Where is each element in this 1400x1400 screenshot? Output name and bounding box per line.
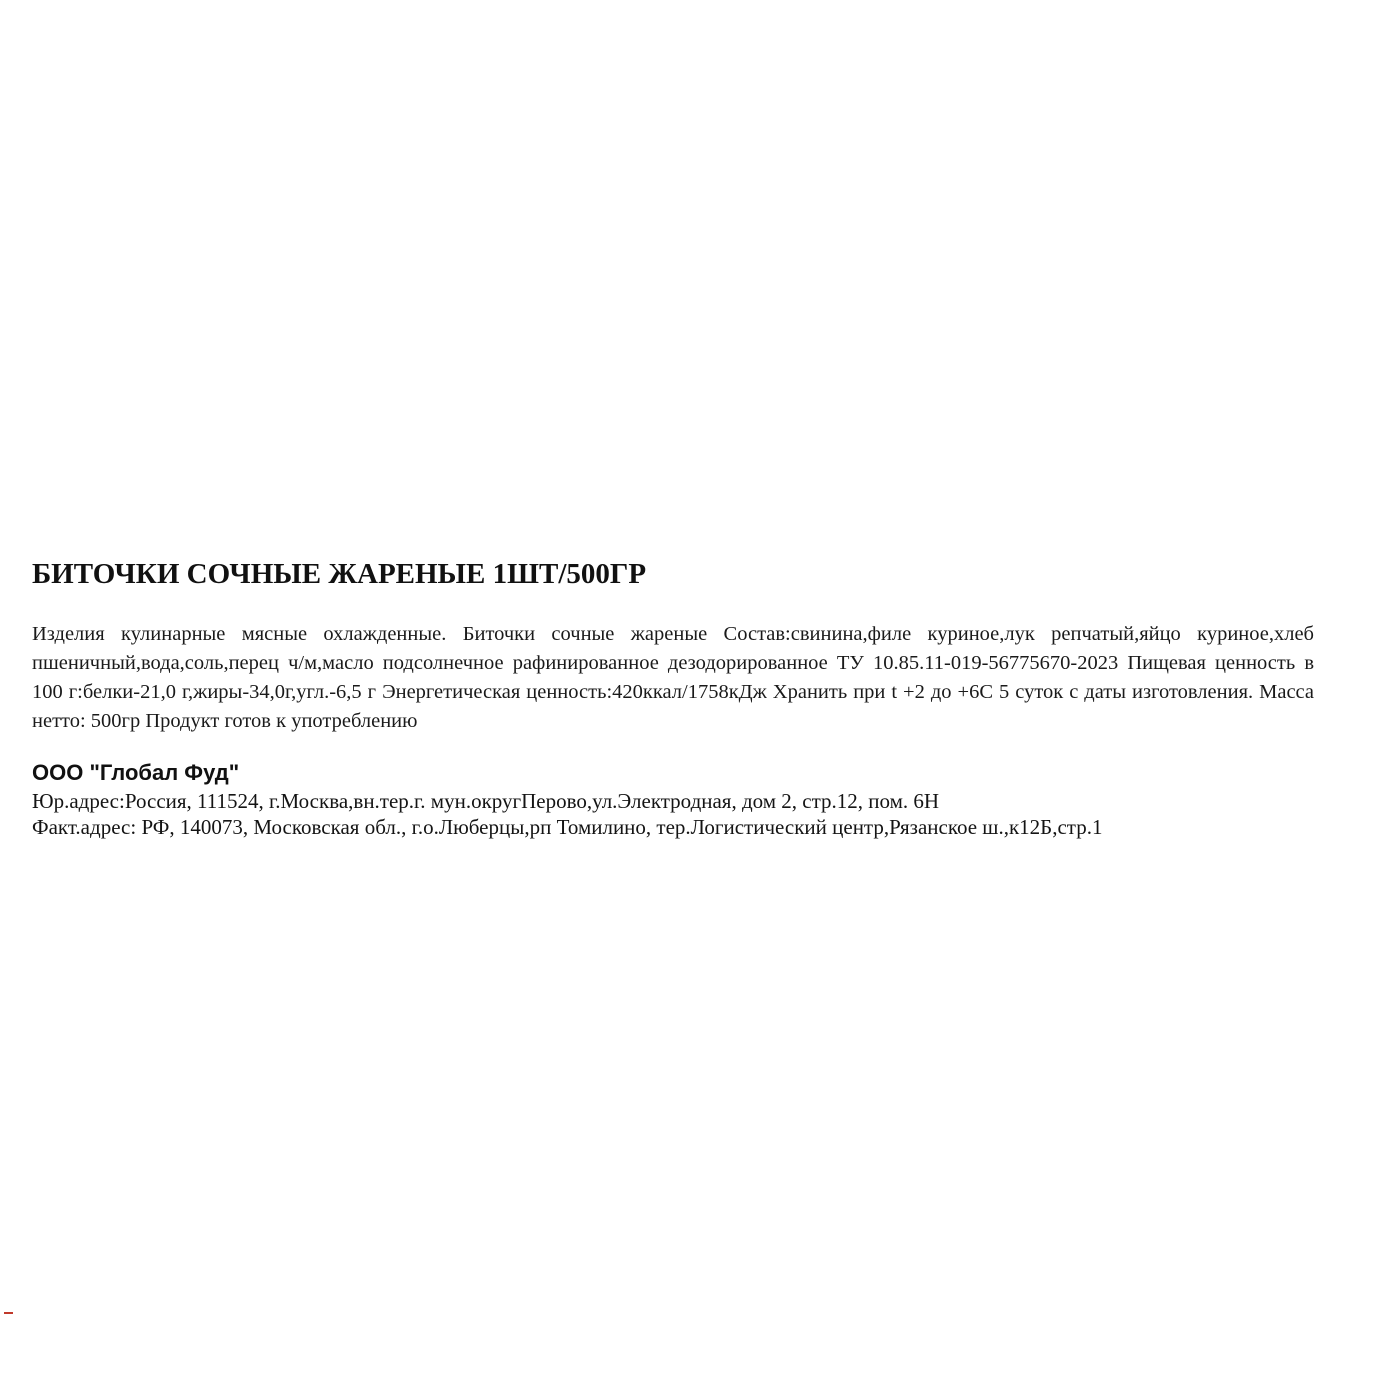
product-title: БИТОЧКИ СОЧНЫЕ ЖАРЕНЫЕ 1ШТ/500ГР [32, 558, 647, 590]
corner-mark [4, 1312, 13, 1314]
company-name: ООО "Глобал Фуд" [32, 760, 240, 785]
manufacturer-info [32, 758, 1384, 840]
product-description: Изделия кулинарные мясные охлажденные. Биточки сочные жареные Состав:свинина,филе куриное,лук репчатый,яйцо куриное,хлеб пшеничный,вода,соль,перец ч/м,масло подсолнечное рафинированное дезодорированное ТУ 10.85.11-019-56775670-2023 Пищевая ценность в 100 г:белки-21,0 г,жиры-34,0г,угл.-6,5 г Энергетическая ценность:420ккал/1758кДж Хранить при t +2 до +6С 5 суток с даты изготовления. Масса нетто: 500гр Продукт готов к употреблению [32, 623, 1314, 732]
actual-address: Факт.адрес: РФ, 140073, Московская обл., г.о.Люберцы,рп Томилино, тер.Логистический центр,Рязанское ш.,к12Б,стр.1 [32, 815, 1103, 839]
legal-address: Юр.адрес:Россия, 111524, г.Москва,вн.тер.г. мун.округПерово,ул.Электродная, дом 2, стр.12, пом. 6Н [32, 789, 940, 813]
product-label [32, 548, 1384, 840]
